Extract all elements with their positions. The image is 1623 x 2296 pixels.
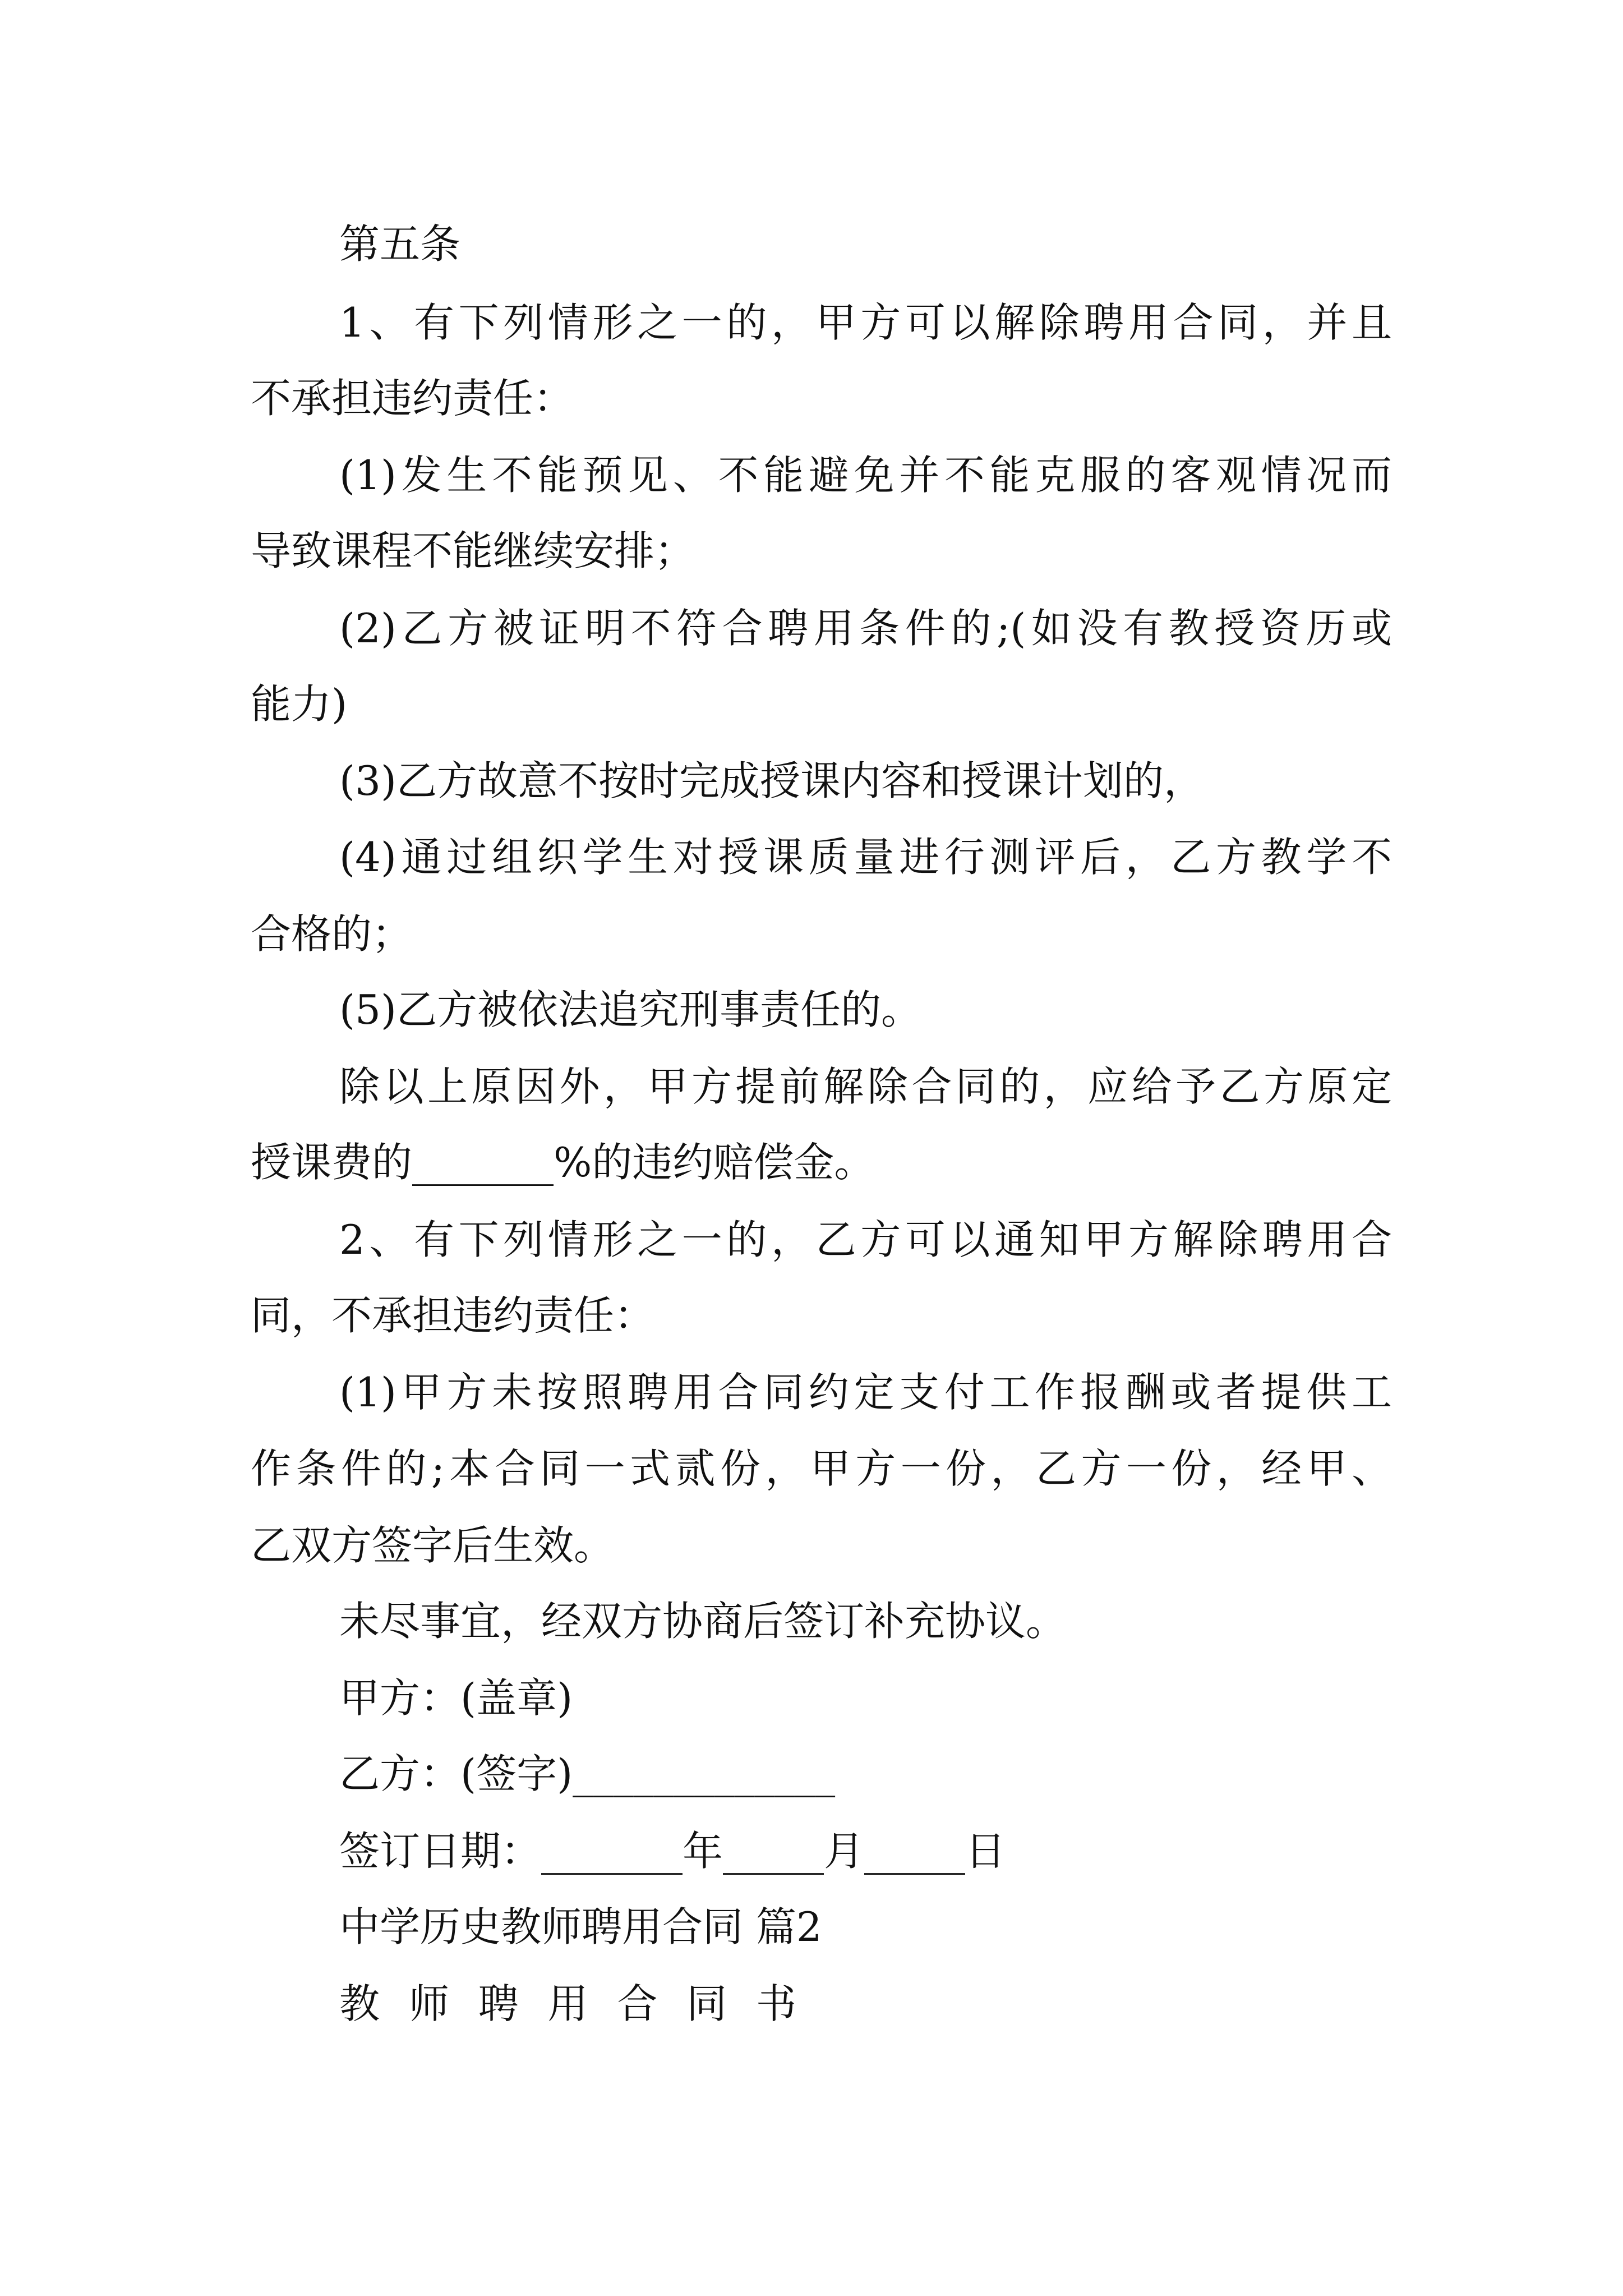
paragraph-line: 合格的；: [251, 910, 413, 958]
party-a-line: 甲方：(盖章): [339, 1674, 573, 1722]
party-b-line: 乙方：(签字)_____________: [339, 1750, 836, 1797]
paragraph-line: (1)甲方未按照聘用合同约定支付工作报酬或者提供工: [339, 1369, 1392, 1416]
paragraph-line: 同，不承担违约责任：: [251, 1292, 655, 1339]
paragraph-line: 授课费的_______%的违约赔偿金。: [251, 1139, 875, 1186]
paragraph-line: (1)发生不能预见、不能避免并不能克服的客观情况而: [339, 452, 1392, 499]
paragraph-line: 未尽事宜，经双方协商后签订补充协议。: [339, 1598, 1067, 1645]
paragraph-line: (3)乙方故意不按时完成授课内容和授课计划的，: [339, 757, 1204, 804]
article-heading: 第五条: [339, 220, 461, 268]
paragraph-line: 导致课程不能继续安排；: [251, 527, 695, 574]
contract-title: 教师聘用合同书: [339, 1980, 826, 2027]
paragraph-line: 不承担违约责任：: [251, 375, 574, 422]
paragraph-line: (4)通过组织学生对授课质量进行测评后，乙方教学不: [339, 834, 1392, 881]
sign-date-line: 签订日期：_______年_____月_____日: [339, 1828, 1006, 1875]
paragraph-line: (2)乙方被证明不符合聘用条件的;(如没有教授资历或: [339, 605, 1392, 652]
paragraph-line: 2、有下列情形之一的，乙方可以通知甲方解除聘用合: [339, 1216, 1392, 1263]
paragraph-line: 能力): [251, 680, 348, 728]
paragraph-line: 除以上原因外，甲方提前解除合同的，应给予乙方原定: [339, 1063, 1392, 1110]
section-title: 中学历史教师聘用合同 篇2: [339, 1903, 822, 1950]
paragraph-line: 乙双方签字后生效。: [251, 1522, 615, 1569]
paragraph-line: 作条件的;本合同一式贰份，甲方一份，乙方一份，经甲、: [251, 1445, 1392, 1492]
paragraph-line: (5)乙方被依法追究刑事责任的。: [339, 986, 921, 1033]
paragraph-line: 1、有下列情形之一的，甲方可以解除聘用合同，并且: [339, 299, 1392, 346]
